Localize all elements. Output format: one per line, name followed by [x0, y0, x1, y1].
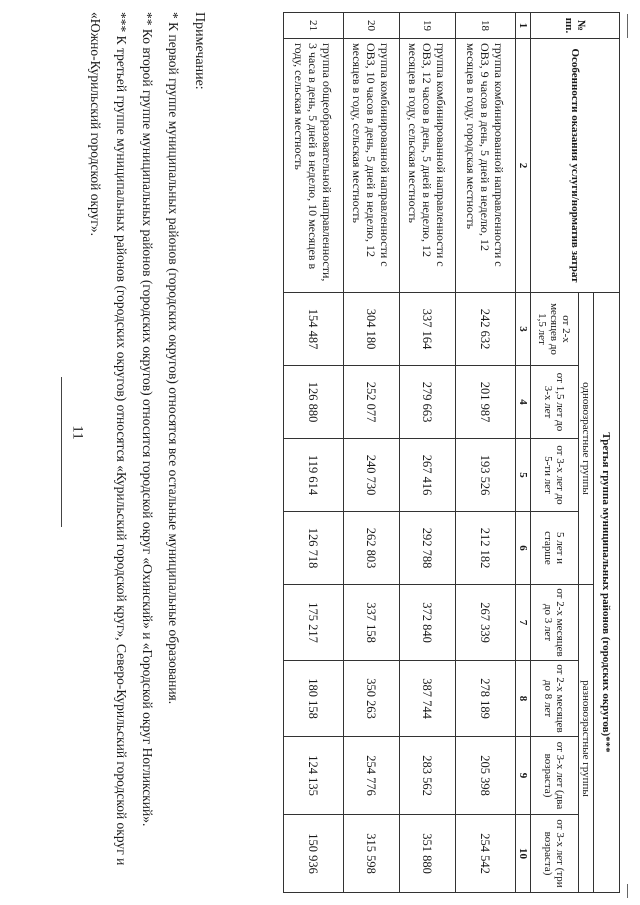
row-value: 283 562	[400, 737, 456, 815]
col-number: 2	[516, 39, 531, 293]
header-features: Особенности оказания услуги/норматив затрат	[531, 39, 620, 293]
row-value: 119 614	[284, 439, 344, 512]
row-value: 351 880	[400, 815, 456, 893]
col-number: 3	[516, 293, 531, 366]
col-number: 9	[516, 737, 531, 815]
header-mixed-age: разновозрастные группы	[579, 585, 594, 893]
row-value: 126 718	[284, 512, 344, 585]
col-number: 6	[516, 512, 531, 585]
rotated-document-content	[0, 12, 620, 892]
scan-edge-mark	[627, 14, 628, 38]
note-item: * К первой группе муниципальных районов (городских округов) относятся все остальные муниципальные образования.	[166, 12, 181, 705]
note-item: *** К третьей группе муниципальных районов (городских округов) относятся «Курильский городской круг», Северо-Курильский городской округ и «Южно-Курильский городской округ».	[88, 12, 129, 866]
col-number: 10	[516, 815, 531, 893]
row-value: 254 542	[456, 815, 516, 893]
row-value: 292 788	[400, 512, 456, 585]
header-age-col: от 2-х месяцев до 8 лет	[531, 661, 579, 737]
closing-divider	[61, 377, 62, 527]
row-value: 201 987	[456, 366, 516, 439]
row-value: 262 803	[344, 512, 400, 585]
row-value: 315 598	[344, 815, 400, 893]
header-age-col: от 2-х месяцев до 1,5 лет	[531, 293, 579, 366]
row-num: 18	[456, 13, 516, 39]
cost-norms-table	[283, 12, 620, 893]
row-value: 254 776	[344, 737, 400, 815]
notes-section	[82, 12, 212, 892]
row-value: 154 487	[284, 293, 344, 366]
row-value: 180 158	[284, 661, 344, 737]
row-value: 242 632	[456, 293, 516, 366]
row-description: группа общеобразовательной направленности, 3 часа в день, 5 дней в неделю, 10 месяцев в году, сельская местность	[284, 39, 344, 293]
col-number: 7	[516, 585, 531, 661]
row-value: 205 398	[456, 737, 516, 815]
row-num: 19	[400, 13, 456, 39]
header-age-col: от 3-х лет (три возраста)	[531, 815, 579, 893]
col-number: 5	[516, 439, 531, 512]
table-row	[284, 13, 344, 893]
row-value: 150 936	[284, 815, 344, 893]
header-age-col: от 3-х лет (два возраста)	[531, 737, 579, 815]
header-group: Третья группа муниципальных районов (городских округов)***	[594, 293, 620, 893]
row-value: 126 880	[284, 366, 344, 439]
row-value: 304 180	[344, 293, 400, 366]
table-row	[456, 13, 516, 893]
row-value: 350 263	[344, 661, 400, 737]
row-value: 267 339	[456, 585, 516, 661]
header-age-col: от 1,5 лет до 3-х лет	[531, 366, 579, 439]
row-value: 252 077	[344, 366, 400, 439]
row-value: 267 416	[400, 439, 456, 512]
table-row	[344, 13, 400, 893]
row-value: 175 217	[284, 585, 344, 661]
row-description: группа комбинированной направленности с ОВЗ, 10 часов в день, 5 дней в неделю, 12 месяцев в году, сельская местность	[344, 39, 400, 293]
page-number: 11	[69, 425, 86, 440]
header-num: № пп.	[531, 13, 620, 39]
scan-edge-mark	[627, 884, 628, 898]
note-item: ** Ко второй группе муниципальных районов (городских округов) относится городской округ «Охинский» и «Городской округ Ногликский».	[140, 12, 155, 827]
row-num: 20	[344, 13, 400, 39]
row-value: 124 135	[284, 737, 344, 815]
col-number: 8	[516, 661, 531, 737]
row-value: 337 158	[344, 585, 400, 661]
row-value: 279 663	[400, 366, 456, 439]
col-number: 1	[516, 13, 531, 39]
notes-title: Примечание:	[192, 12, 207, 90]
row-value: 212 182	[456, 512, 516, 585]
header-age-col: 5 лет и старше	[531, 512, 579, 585]
header-age-col: от 2-х месяцев до 3 лет	[531, 585, 579, 661]
row-value: 240 730	[344, 439, 400, 512]
row-description: группа комбинированной направленности с ОВЗ, 12 часов в день, 5 дней в неделю, 12 месяцев в году, сельская местность	[400, 39, 456, 293]
table-row	[400, 13, 456, 893]
header-same-age: одновозрастные группы	[579, 293, 594, 585]
row-value: 387 744	[400, 661, 456, 737]
row-description: группа комбинированной направленности с ОВЗ, 9 часов в день, 5 дней в неделю, 12 месяцев в году, городская местность	[456, 39, 516, 293]
row-value: 372 840	[400, 585, 456, 661]
row-value: 278 189	[456, 661, 516, 737]
header-age-col: от 3-х лет до 5-ти лет	[531, 439, 579, 512]
row-value: 337 164	[400, 293, 456, 366]
row-num: 21	[284, 13, 344, 39]
col-number: 4	[516, 366, 531, 439]
row-value: 193 526	[456, 439, 516, 512]
